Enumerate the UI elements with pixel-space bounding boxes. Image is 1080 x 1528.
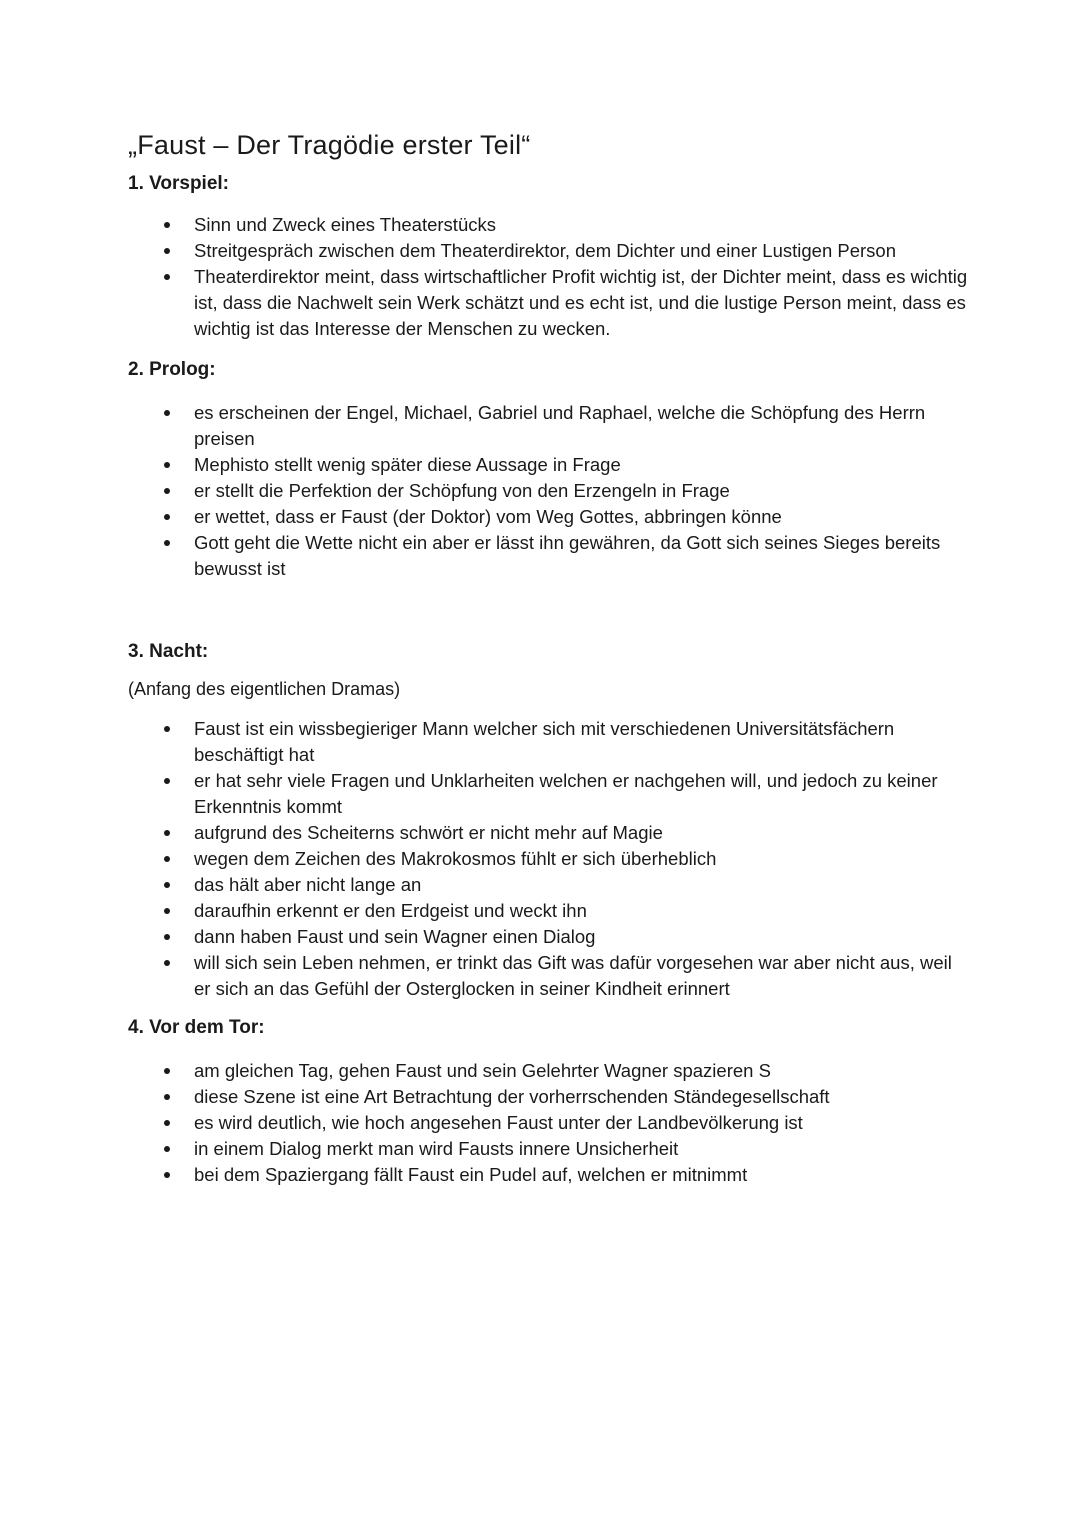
list-item: diese Szene ist eine Art Betrachtung der vorherrschenden Ständegesellschaft [128,1084,968,1110]
list-item: er wettet, dass er Faust (der Doktor) vom Weg Gottes, abbringen könne [128,504,968,530]
section-heading: 1. Vorspiel: [128,173,230,194]
list-item: er hat sehr viele Fragen und Unklarheiten welchen er nachgehen will, und jedoch zu keiner Erkenntnis kommt [128,768,968,820]
section-vor-dem-tor [128,1014,968,1188]
list-item: er stellt die Perfektion der Schöpfung von den Erzengeln in Frage [128,478,968,504]
document-page [128,126,968,1188]
bullet-list [128,400,968,582]
list-item: dann haben Faust und sein Wagner einen Dialog [128,924,968,950]
list-item: am gleichen Tag, gehen Faust und sein Gelehrter Wagner spazieren S [128,1058,968,1084]
bullet-list [128,212,968,342]
list-item: Faust ist ein wissbegieriger Mann welcher sich mit verschiedenen Universitätsfächern beschäftigt hat [128,716,968,768]
bullet-list [128,1058,968,1188]
list-item: es wird deutlich, wie hoch angesehen Faust unter der Landbevölkerung ist [128,1110,968,1136]
list-item: daraufhin erkennt er den Erdgeist und weckt ihn [128,898,968,924]
section-vorspiel [128,170,968,342]
list-item: Gott geht die Wette nicht ein aber er lässt ihn gewähren, da Gott sich seines Sieges bereits bewusst ist [128,530,968,582]
list-item: Theaterdirektor meint, dass wirtschaftlicher Profit wichtig ist, der Dichter meint, dass es wichtig ist, dass die Nachwelt sein Werk schätzt und es echt ist, und die lustige Person meint, dass es wichtig ist das Interesse der Menschen zu wecken. [128,264,968,342]
list-item: will sich sein Leben nehmen, er trinkt das Gift was dafür vorgesehen war aber nicht aus, weil er sich an das Gefühl der Osterglocken in seiner Kindheit erinnert [128,950,968,1002]
list-item: es erscheinen der Engel, Michael, Gabriel und Raphael, welche die Schöpfung des Herrn preisen [128,400,968,452]
document-title: „Faust – Der Tragödie erster Teil“ [128,130,531,160]
section-heading: 4. Vor dem Tor: [128,1017,265,1038]
list-item: aufgrund des Scheiterns schwört er nicht mehr auf Magie [128,820,968,846]
section-nacht [128,638,968,1002]
section-heading: 2. Prolog: [128,359,216,380]
list-item: das hält aber nicht lange an [128,872,968,898]
list-item: Mephisto stellt wenig später diese Aussage in Frage [128,452,968,478]
section-prolog [128,356,968,582]
list-item: bei dem Spaziergang fällt Faust ein Pudel auf, welchen er mitnimmt [128,1162,968,1188]
section-intro: (Anfang des eigentlichen Dramas) [128,679,401,699]
section-heading: 3. Nacht: [128,641,209,662]
list-item: in einem Dialog merkt man wird Fausts innere Unsicherheit [128,1136,968,1162]
list-item: wegen dem Zeichen des Makrokosmos fühlt er sich überheblich [128,846,968,872]
list-item: Sinn und Zweck eines Theaterstücks [128,212,968,238]
bullet-list [128,716,968,1002]
list-item: Streitgespräch zwischen dem Theaterdirektor, dem Dichter und einer Lustigen Person [128,238,968,264]
